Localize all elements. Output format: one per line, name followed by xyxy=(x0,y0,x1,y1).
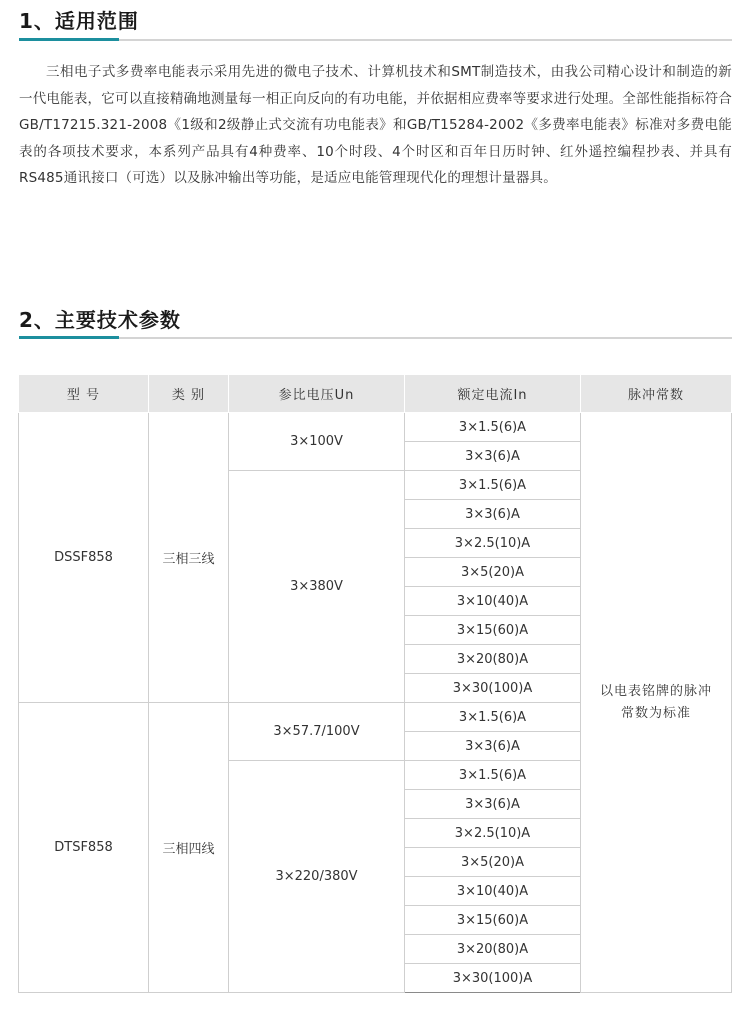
current-cell: 3×15(60)A xyxy=(405,906,581,935)
pulse-constant-cell: 以电表铭牌的脉冲常数为标准 xyxy=(581,413,732,993)
category-cell: 三相三线 xyxy=(149,413,229,703)
current-cell: 3×2.5(10)A xyxy=(405,819,581,848)
model-cell: DSSF858 xyxy=(19,413,149,703)
current-cell: 3×20(80)A xyxy=(405,645,581,674)
current-cell: 3×2.5(10)A xyxy=(405,529,581,558)
table-row xyxy=(19,413,732,442)
spec-table-header-row xyxy=(19,375,732,413)
current-cell: 3×30(100)A xyxy=(405,674,581,703)
section-1-header xyxy=(19,8,732,34)
header-category: 类 别 xyxy=(149,375,229,413)
current-cell: 3×30(100)A xyxy=(405,964,581,993)
header-model: 型 号 xyxy=(19,375,149,413)
model-cell: DTSF858 xyxy=(19,703,149,993)
current-cell: 3×1.5(6)A xyxy=(405,471,581,500)
current-cell: 3×5(20)A xyxy=(405,848,581,877)
current-cell: 3×3(6)A xyxy=(405,442,581,471)
section-1-title: 1、适用范围 xyxy=(19,9,139,33)
voltage-cell: 3×220/380V xyxy=(229,761,405,993)
section-2-header xyxy=(19,307,732,333)
section-2-title: 2、主要技术参数 xyxy=(19,308,181,332)
current-cell: 3×3(6)A xyxy=(405,500,581,529)
current-cell: 3×20(80)A xyxy=(405,935,581,964)
spec-table xyxy=(18,374,732,993)
current-cell: 3×3(6)A xyxy=(405,790,581,819)
current-cell: 3×1.5(6)A xyxy=(405,703,581,732)
current-cell: 3×3(6)A xyxy=(405,732,581,761)
current-cell: 3×15(60)A xyxy=(405,616,581,645)
header-pulse: 脉冲常数 xyxy=(581,375,732,413)
voltage-cell: 3×57.7/100V xyxy=(229,703,405,761)
current-cell: 3×10(40)A xyxy=(405,877,581,906)
category-cell: 三相四线 xyxy=(149,703,229,993)
section-2-divider-accent xyxy=(19,336,119,339)
section-2-divider xyxy=(19,337,732,339)
current-cell: 3×5(20)A xyxy=(405,558,581,587)
voltage-cell: 3×380V xyxy=(229,471,405,703)
current-cell: 3×1.5(6)A xyxy=(405,761,581,790)
spec-table-body xyxy=(19,413,732,993)
scope-paragraph: 三相电子式多费率电能表示采用先进的微电子技术、计算机技术和SMT制造技术，由我公司精心设计和制造的新一代电能表，它可以直接精确地测量每一相正向反向的有功电能，并依据相应费率等要求进行处理。全部性能指标符合GB/T17215.321-2008《1级和2级静止式交流有功电能表》和GB/T15284-2002《多费率电能表》标准对多费电能表的各项技术要求，本系列产品具有4种费率、10个时段、4个时区和百年日历时钟、红外遥控编程抄表、并具有RS485通讯接口（可选）以及脉冲输出等功能，是适应电能管理现代化的理想计量器具。 xyxy=(19,64,732,187)
current-cell: 3×1.5(6)A xyxy=(405,413,581,442)
section-1-divider-accent xyxy=(19,38,119,41)
current-cell: 3×10(40)A xyxy=(405,587,581,616)
header-voltage: 参比电压Un xyxy=(229,375,405,413)
section-1-divider xyxy=(19,39,732,41)
voltage-cell: 3×100V xyxy=(229,413,405,471)
header-current: 额定电流In xyxy=(405,375,581,413)
